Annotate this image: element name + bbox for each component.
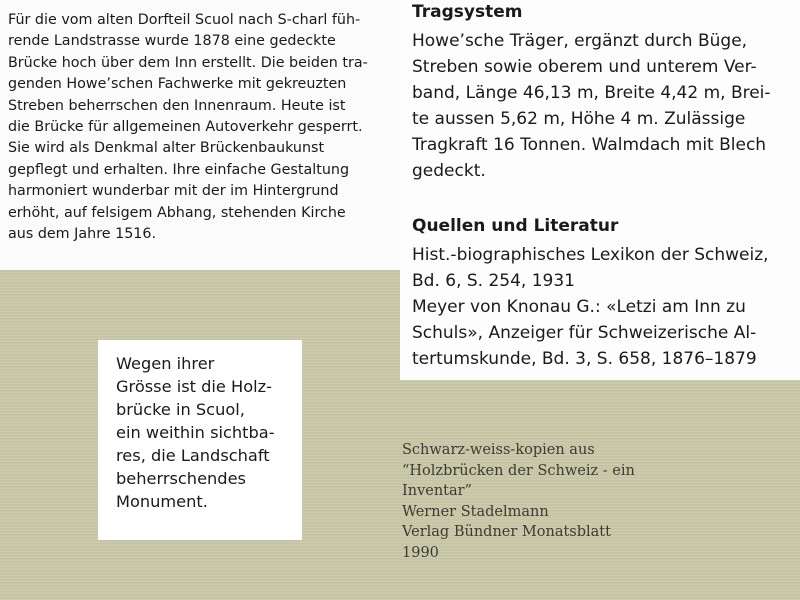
caption-line: Grösse ist die Holz- xyxy=(116,377,272,396)
quellen-line: Bd. 6, S. 254, 1931 xyxy=(412,271,576,291)
quellen-line: Meyer von Knonau G.: «Letzi am Inn zu xyxy=(412,297,746,317)
caption-line: brücke in Scuol, xyxy=(116,400,245,419)
quellen-line: Schuls», Anzeiger für Schweizerische Al- xyxy=(412,323,757,343)
caption-line: Monument. xyxy=(116,492,208,511)
technical-clipping xyxy=(400,0,800,380)
history-line: erhöht, auf felsigem Abhang, stehenden Kirche xyxy=(8,204,346,221)
caption-line: Wegen ihrer xyxy=(116,354,215,373)
history-line: gepflegt und erhalten. Ihre einfache Gestaltung xyxy=(8,161,350,178)
caption-line: ein weithin sichtba- xyxy=(116,423,275,442)
citation-line: Inventar” xyxy=(402,483,472,499)
citation-line: “Holzbrücken der Schweiz - ein xyxy=(402,462,635,479)
tragsystem-line: Tragkraft 16 Tonnen. Walmdach mit Blech xyxy=(412,135,767,155)
history-line: Brücke hoch über dem Inn erstellt. Die beiden tra- xyxy=(8,54,368,71)
tragsystem-line: band, Länge 46,13 m, Breite 4,42 m, Brei- xyxy=(412,83,771,103)
history-line: Für die vom alten Dorfteil Scuol nach S-charl füh- xyxy=(8,12,361,28)
caption-line: beherrschendes xyxy=(116,469,246,488)
citation-line: Verlag Bündner Monatsblatt xyxy=(402,524,611,540)
tragsystem-line: Howe’sche Träger, ergänzt durch Büge, xyxy=(412,31,748,51)
history-line: Streben beherrschen den Innenraum. Heute ist xyxy=(8,97,346,114)
history-line: die Brücke für allgemeinen Autoverkehr gesperrt. xyxy=(8,119,363,136)
tragsystem-line: gedeckt. xyxy=(412,161,486,181)
history-clipping xyxy=(0,0,408,270)
caption-clipping xyxy=(98,340,302,540)
citation-line: Schwarz-weiss-kopien aus xyxy=(402,442,595,458)
history-line: rende Landstrasse wurde 1878 eine gedeckte xyxy=(8,33,336,50)
history-line: aus dem Jahre 1516. xyxy=(8,226,157,243)
tragsystem-line: te aussen 5,62 m, Höhe 4 m. Zulässige xyxy=(412,109,746,129)
tragsystem-text xyxy=(412,28,771,184)
citation-line: Werner Stadelmann xyxy=(402,503,549,520)
source-citation xyxy=(402,440,635,563)
citation-line: 1990 xyxy=(402,544,439,561)
tragsystem-line: Streben sowie oberem und unterem Ver- xyxy=(412,57,757,77)
quellen-line: tertumskunde, Bd. 3, S. 658, 1876–1879 xyxy=(412,349,757,369)
history-line: harmoniert wunderbar mit der im Hintergrund xyxy=(8,183,339,200)
quellen-heading: Quellen und Literatur xyxy=(412,216,619,236)
caption-line: res, die Landschaft xyxy=(116,446,270,465)
history-line: Sie wird als Denkmal alter Brückenbaukunst xyxy=(8,140,325,157)
history-line: genden Howe’schen Fachwerke mit gekreuzten xyxy=(8,76,347,93)
quellen-text xyxy=(412,242,769,372)
quellen-line: Hist.-biographisches Lexikon der Schweiz, xyxy=(412,245,769,265)
tragsystem-heading: Tragsystem xyxy=(412,2,523,22)
